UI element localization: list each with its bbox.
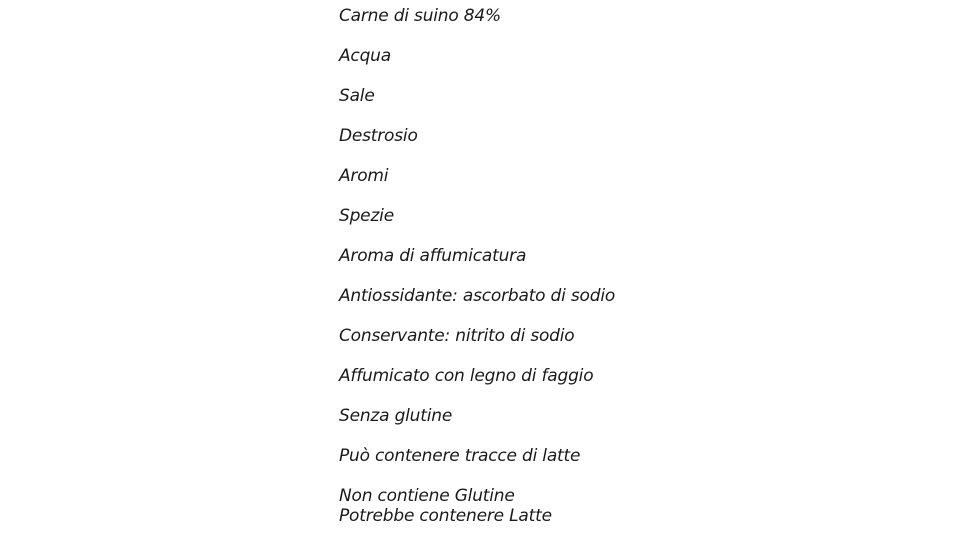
ingredient-item: Antiossidante: ascorbato di sodio [339,286,616,306]
ingredient-list [339,6,615,526]
ingredient-item: Aroma di affumicatura [339,246,527,266]
ingredient-item: Sale [339,86,375,106]
allergen-note-milk: Potrebbe contenere Latte [339,506,552,526]
ingredient-item: Conservante: nitrito di sodio [339,326,575,346]
ingredient-item: Senza glutine [339,406,453,426]
ingredient-item: Aromi [339,166,389,186]
allergen-note-gluten: Non contiene Glutine [339,486,515,506]
ingredient-item: Acqua [339,46,391,66]
ingredient-item: Affumicato con legno di faggio [339,366,594,386]
allergen-note [339,486,615,526]
ingredient-item: Può contenere tracce di latte [339,446,581,466]
ingredient-item: Carne di suino 84% [339,6,501,26]
ingredient-item: Destrosio [339,126,418,146]
ingredient-item: Spezie [339,206,394,226]
